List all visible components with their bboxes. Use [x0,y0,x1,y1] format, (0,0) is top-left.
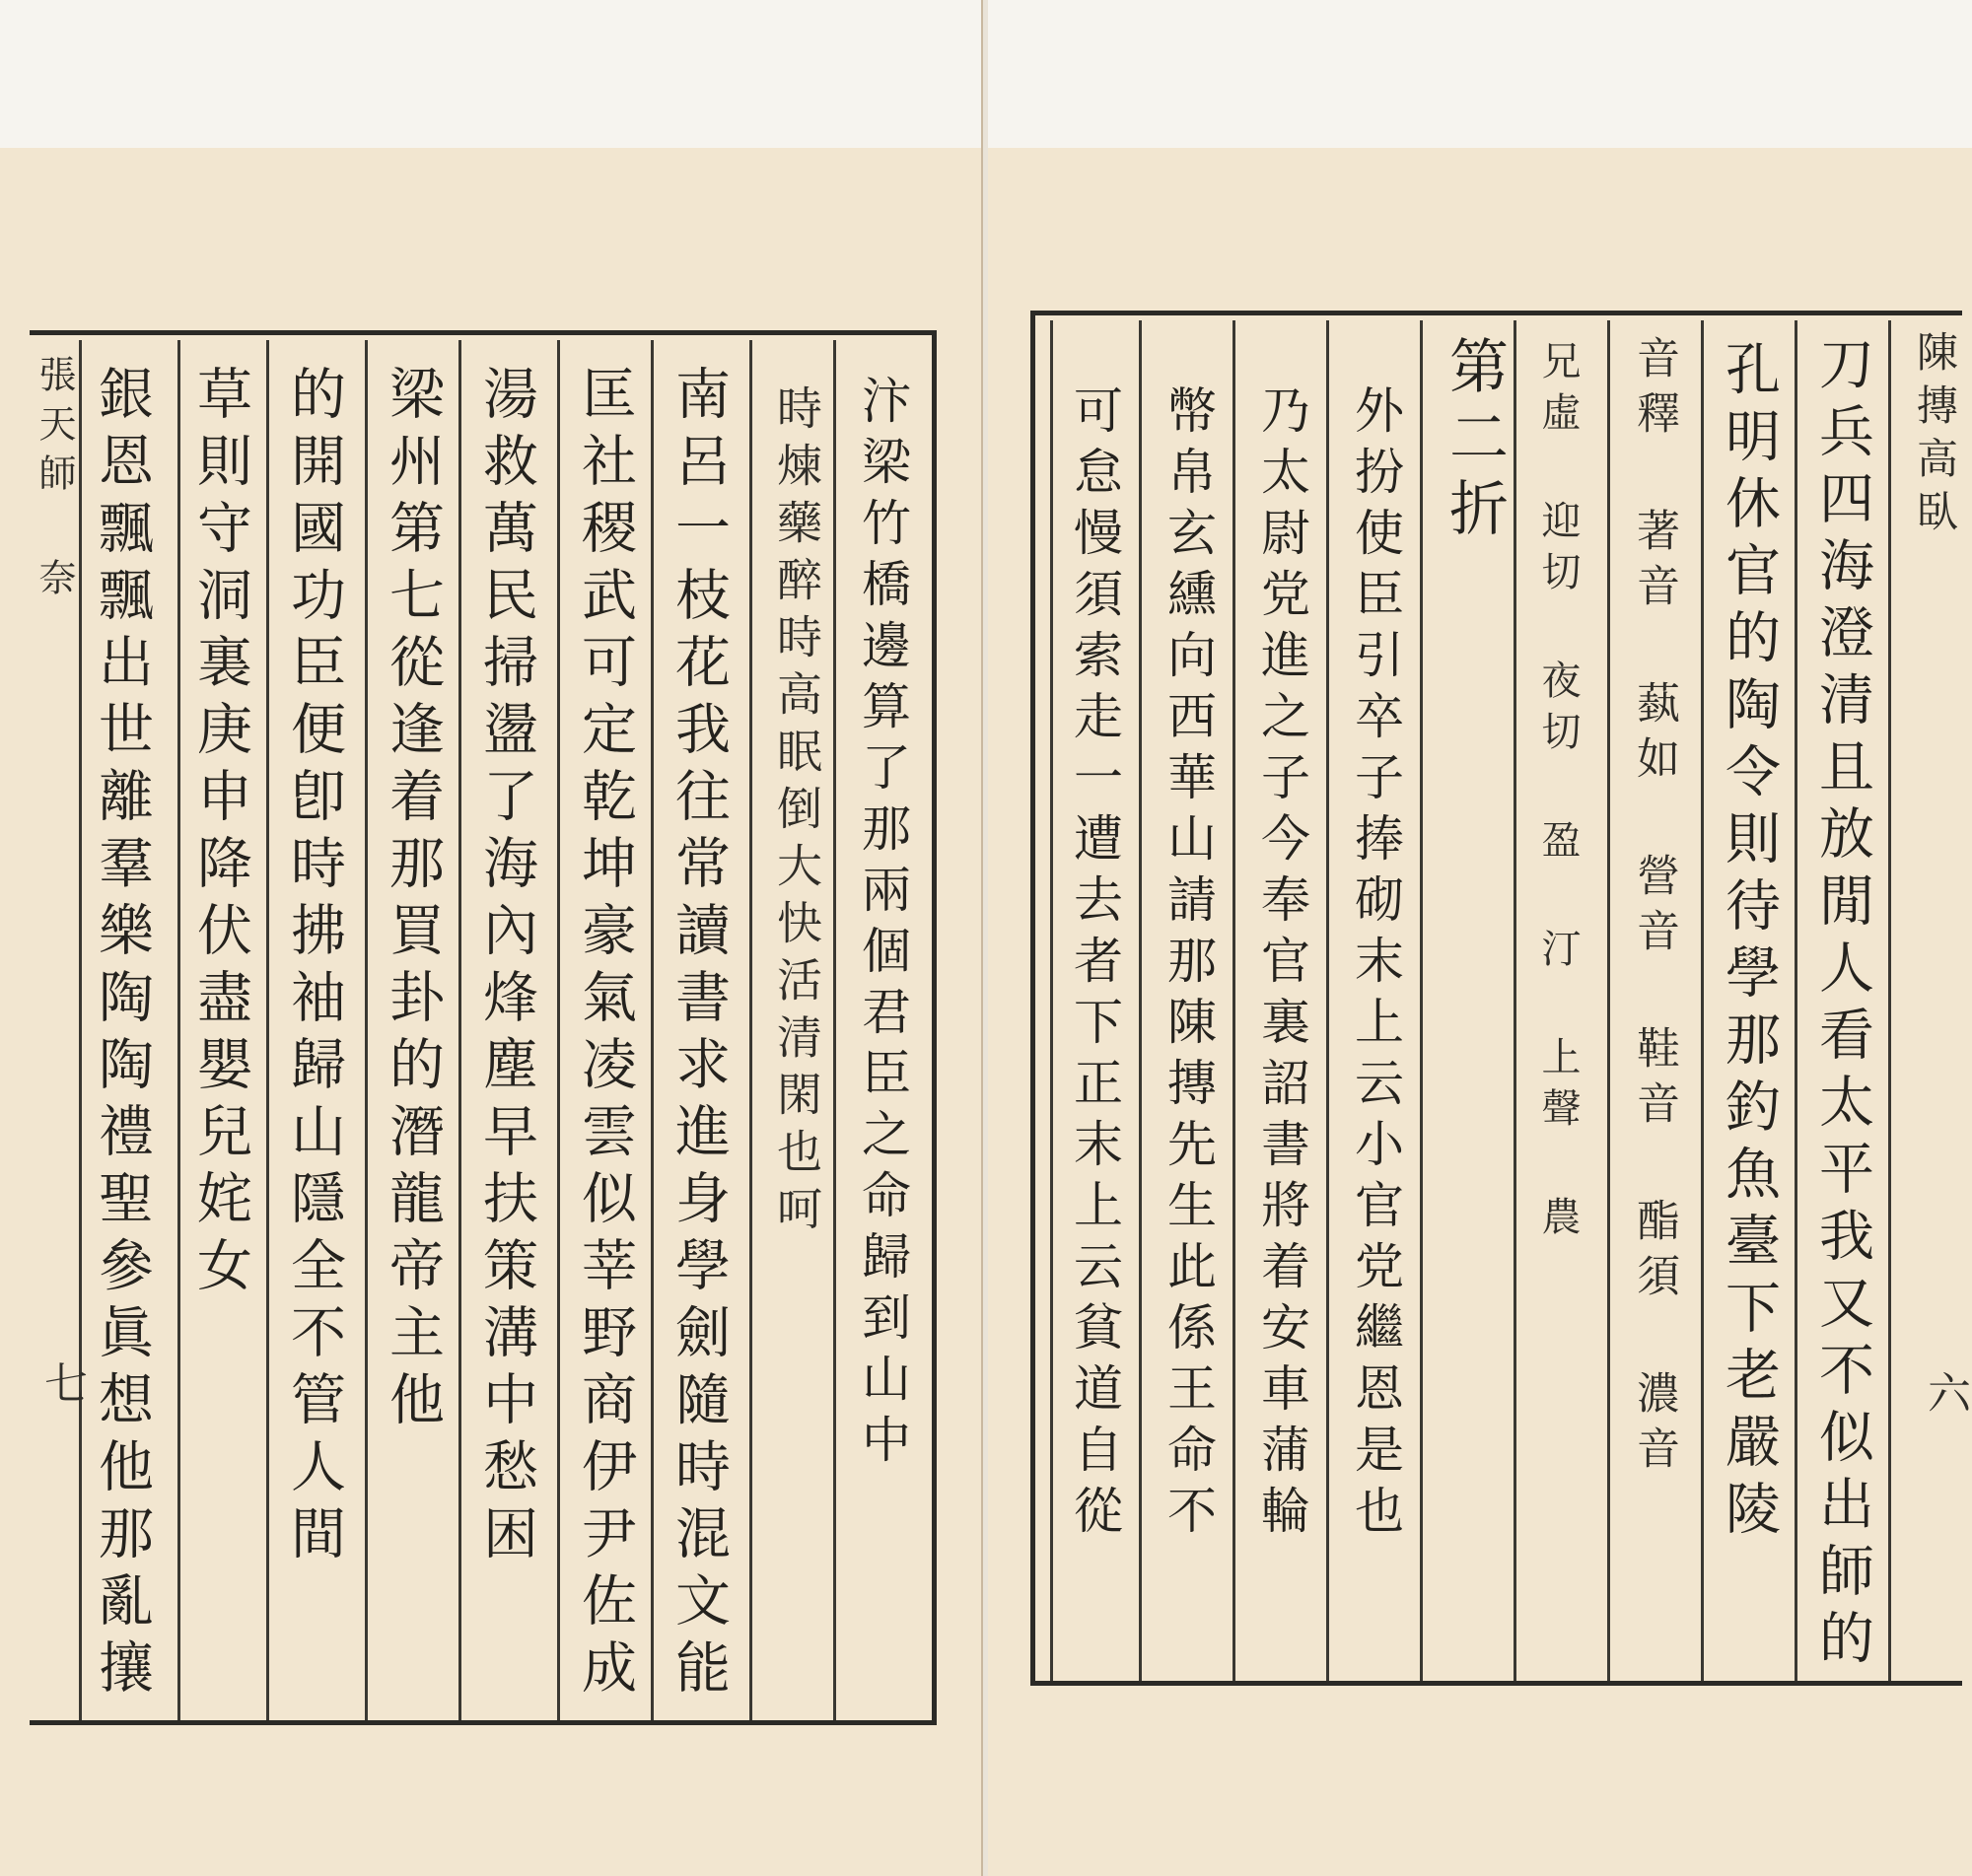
text-column: 銀恩飄飄出世離羣樂陶陶禮聖參眞想他那亂攘 [90,365,154,1705]
column-rule [651,340,654,1720]
top-strip [0,0,981,148]
column-rule [1232,320,1235,1681]
column-rule [1050,320,1053,1681]
text-column: 的開國功臣便卽時拂袖歸山隱全不管人間 [282,365,346,1571]
left-folio: 七 [36,1360,87,1418]
text-column: 南呂一枝花我往常讀書求進身學劍隨時混文能 [667,365,731,1705]
text-column: 幣帛玄纁向西華山請那陳摶先生此係王命不 [1160,384,1217,1546]
column-rule [1420,320,1423,1681]
column-rule [458,340,461,1720]
column-rule [557,340,560,1720]
text-column: 孔明休官的陶令則待學那釣魚臺下老嚴陵 [1717,340,1781,1547]
act-heading: 第二折 [1440,335,1509,548]
text-column: 汴梁竹橋邊算了那兩個君臣之命歸到山中 [854,375,911,1475]
column-rule [1514,320,1516,1681]
column-rule [1607,320,1610,1681]
text-column: 草則守洞裏庚申降伏盡嬰兒姹女 [188,365,252,1303]
left-margin-title: 張天師 奈 [33,355,76,607]
text-column: 時煉藥醉時高眠倒大快活清閑也呵 [770,384,823,1242]
column-rule [1888,320,1891,1681]
column-rule [266,340,269,1720]
column-rule [1139,320,1142,1681]
text-column: 匡社稷武可定乾坤豪氣凌雲似莘野商伊尹佐成 [573,365,637,1705]
text-column: 刀兵四海澄清且放閒人看太平我又不似出師的 [1810,335,1874,1676]
column-rule [365,340,368,1720]
column-rule [1701,320,1704,1681]
text-column: 外扮使臣引卒子捧砌末上云小官党繼恩是也 [1347,384,1404,1546]
text-column: 乃太尉党進之子今奉官裏詔書將着安車蒲輪 [1253,384,1310,1546]
text-column: 湯救萬民掃盪了海內烽塵早扶策溝中愁困 [474,365,538,1571]
column-rule [749,340,752,1720]
text-column: 音釋 著音 蓺如 營音 鞋音 酯須 濃音 [1629,335,1679,1481]
column-rule [1326,320,1329,1681]
text-column: 梁州第七從逢着那買卦的潛龍帝主他 [381,365,445,1437]
text-column: 可怠慢須索走一遭去者下正末上云貧道自從 [1066,384,1123,1546]
column-rule [177,340,180,1720]
right-margin-title: 陳摶高臥 [1911,330,1959,543]
right-folio: 六 [1920,1370,1970,1427]
top-strip [988,0,1972,148]
column-rule [1795,320,1797,1681]
column-rule [833,340,836,1720]
text-column: 兄虛 迎切 夜切 盈 汀 上聲 農 [1535,340,1581,1247]
